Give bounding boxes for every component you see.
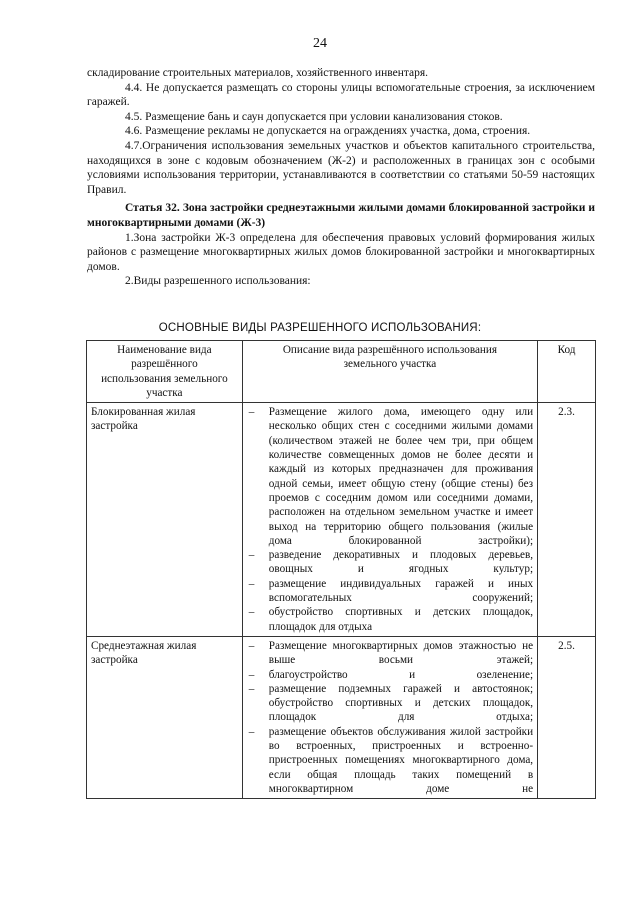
- table-header-row: [87, 341, 596, 403]
- list-item: – обустройство спортивных и детских площадок, площадок для отдыха: [247, 605, 533, 634]
- table-title: ОСНОВНЫЕ ВИДЫ РАЗРЕШЕННОГО ИСПОЛЬЗОВАНИЯ:: [158, 322, 482, 334]
- paragraph: 4.5. Размещение бань и саун допускается при условии канализования стоков.: [125, 110, 503, 123]
- page-number: 24: [313, 36, 327, 51]
- paragraph: 4.7.Ограничения использования земельных участков и объектов капитального строительства, находящихся в зоне с кодовым обозначением (Ж-2) и расположенных в границах зон с особыми условиями использования территории, устанавливаются в соответствии со статьями 50-59 настоящих Правил.: [87, 139, 595, 196]
- use-description: [242, 636, 537, 798]
- list-item: – Размещение жилого дома, имеющего одну или несколько общих стен с соседними жилыми домами (количеством этажей не более чем три, при общем количестве совмещенных домов не более десяти и каждый из которых предназначен для проживания одной семьи, имеет общую стену (общие стены) без проемов с соседним домом или соседними домами, расположен на отдельном земельном участке и имеет выход на территорию общего пользования (жилые дома блокированной застройки);: [247, 405, 533, 548]
- header-description: Описание вида разрешённого использования земельного участка: [242, 341, 537, 403]
- paragraph: складирование строительных материалов, хозяйственного инвентаря.: [87, 67, 429, 79]
- list-item: – размещение объектов обслуживания жилой застройки во встроенных, пристроенных и встроенно-пристроенных помещениях многоквартирного дома, если общая площадь таких помещений в многоквартирном доме не: [247, 725, 533, 796]
- permitted-uses-table: [86, 340, 596, 799]
- list-item: – благоустройство и озеленение;: [247, 668, 533, 682]
- list-item: – размещение индивидуальных гаражей и иных вспомогательных сооружений;: [247, 577, 533, 606]
- use-description: [242, 403, 537, 637]
- paragraph: 4.6. Размещение рекламы не допускается на ограждениях участка, дома, строения.: [125, 125, 531, 138]
- paragraph: 2.Виды разрешенного использования:: [125, 275, 311, 288]
- use-name: Среднеэтажная жилая застройка: [87, 636, 243, 798]
- table-row: [87, 403, 596, 637]
- body-text: [87, 66, 595, 289]
- use-code: 2.5.: [538, 636, 596, 798]
- table-row: [87, 636, 596, 798]
- header-name: Наименование вида разрешённого использования земельного участка: [87, 341, 243, 403]
- list-item: – разведение декоративных и плодовых деревьев, овощных и ягодных культур;: [247, 548, 533, 577]
- paragraph: 1.Зона застройки Ж-3 определена для обеспечения правовых условий формирования жилых районов с размещение многоквартирных жилых домов блокированной застройки и многоквартирных домов.: [87, 231, 595, 273]
- article-title: Статья 32. Зона застройки среднеэтажными жилыми домами блокированной застройки и многоквартирными домами (Ж-3): [87, 202, 595, 229]
- list-item: – размещение подземных гаражей и автостоянок; обустройство спортивных и детских площадок, площадок для отдыха;: [247, 682, 533, 725]
- list-item: – Размещение многоквартирных домов этажностью не выше восьми этажей;: [247, 639, 533, 668]
- header-code: Код: [538, 341, 596, 403]
- paragraph: 4.4. Не допускается размещать со стороны улицы вспомогательные строения, за исключением гаражей.: [87, 81, 595, 109]
- use-code: 2.3.: [538, 403, 596, 637]
- use-name: Блокированная жилая застройка: [87, 403, 243, 637]
